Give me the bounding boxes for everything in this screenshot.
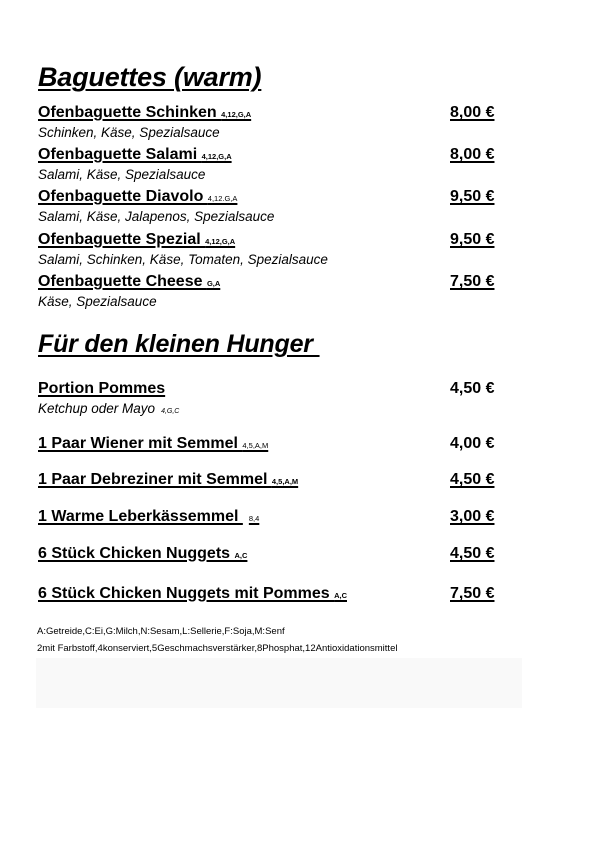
menu-item-name <box>38 231 235 249</box>
menu-item-price: 4,50 € <box>450 380 495 397</box>
item-desc-text: Ketchup oder Mayo <box>38 401 156 416</box>
allergen-codes: 4,G,C <box>161 408 180 415</box>
menu-item-name <box>38 508 259 526</box>
item-name-text: Ofenbaguette Diavolo <box>38 188 208 205</box>
allergen-codes: 4,5,A,M <box>242 441 269 450</box>
menu-item-name <box>38 435 268 453</box>
item-name-text: 1 Paar Debreziner mit Semmel <box>38 471 272 488</box>
item-name-text: Portion Pommes <box>38 380 166 397</box>
additive-legend: 2mit Farbstoff,4konserviert,5Geschmachsverstärker,8Phosphat,12Antioxidationsmittel <box>37 643 398 654</box>
menu-item-description <box>38 401 179 416</box>
allergen-codes: 4,12,G,A <box>205 237 236 246</box>
section-title-baguettes: Baguettes (warm) <box>38 62 262 92</box>
allergen-codes: 4,12,G,A <box>221 110 252 119</box>
menu-item-description: Salami, Käse, Jalapenos, Spezialsauce <box>38 209 275 224</box>
menu-item-price: 4,00 € <box>450 435 495 452</box>
allergen-legend: A:Getreide,C:Ei,G:Milch,N:Sesam,L:Sellerie,F:Soja,M:Senf <box>37 626 285 637</box>
menu-item-description: Schinken, Käse, Spezialsauce <box>38 125 220 140</box>
item-name-text: 6 Stück Chicken Nuggets mit Pommes <box>38 585 335 602</box>
item-name-text: Ofenbaguette Schinken <box>38 104 222 121</box>
menu-item-name <box>38 585 347 603</box>
allergen-codes: G,A <box>206 279 221 288</box>
item-name-text: 6 Stück Chicken Nuggets <box>38 545 235 562</box>
allergen-codes: 8,4 <box>248 514 260 523</box>
menu-item-description: Käse, Spezialsauce <box>38 294 157 309</box>
menu-item-price: 3,00 € <box>450 508 495 525</box>
menu-item-price: 7,50 € <box>450 273 495 290</box>
section-title-snacks: Für den kleinen Hunger <box>38 330 320 358</box>
menu-item-price: 4,50 € <box>450 471 495 488</box>
allergen-codes: A,C <box>234 551 248 560</box>
menu-item-description: Salami, Schinken, Käse, Tomaten, Spezialsauce <box>38 252 328 267</box>
allergen-codes: A,C <box>334 591 347 600</box>
menu-item-price: 8,00 € <box>450 104 495 121</box>
allergen-codes: 4,5,A,M <box>271 477 299 486</box>
menu-item-price: 7,50 € <box>450 585 495 602</box>
menu-item-name <box>38 380 165 398</box>
item-name-text: Ofenbaguette Spezial <box>38 231 206 248</box>
menu-item-name <box>38 545 247 563</box>
item-name-text: Ofenbaguette Salami <box>38 146 202 163</box>
menu-item-name <box>38 471 298 489</box>
allergen-codes: 4,12,G,A <box>201 152 232 161</box>
menu-item-description: Salami, Käse, Spezialsauce <box>38 167 206 182</box>
menu-item-name <box>38 273 220 291</box>
item-name-text: Ofenbaguette Cheese <box>38 273 207 290</box>
menu-item-price: 9,50 € <box>450 188 495 205</box>
blank-panel <box>36 658 522 708</box>
menu-item-name <box>38 104 251 122</box>
menu-item-name <box>38 188 237 206</box>
item-name-text: 1 Paar Wiener mit Semmel <box>38 435 243 452</box>
menu-item-name <box>38 146 232 164</box>
menu-item-price: 9,50 € <box>450 231 495 248</box>
menu-item-price: 8,00 € <box>450 146 495 163</box>
menu-item-price: 4,50 € <box>450 545 495 562</box>
allergen-codes: 4,12.G,A <box>207 194 238 203</box>
item-name-text: 1 Warme Leberkässemmel <box>38 508 243 525</box>
